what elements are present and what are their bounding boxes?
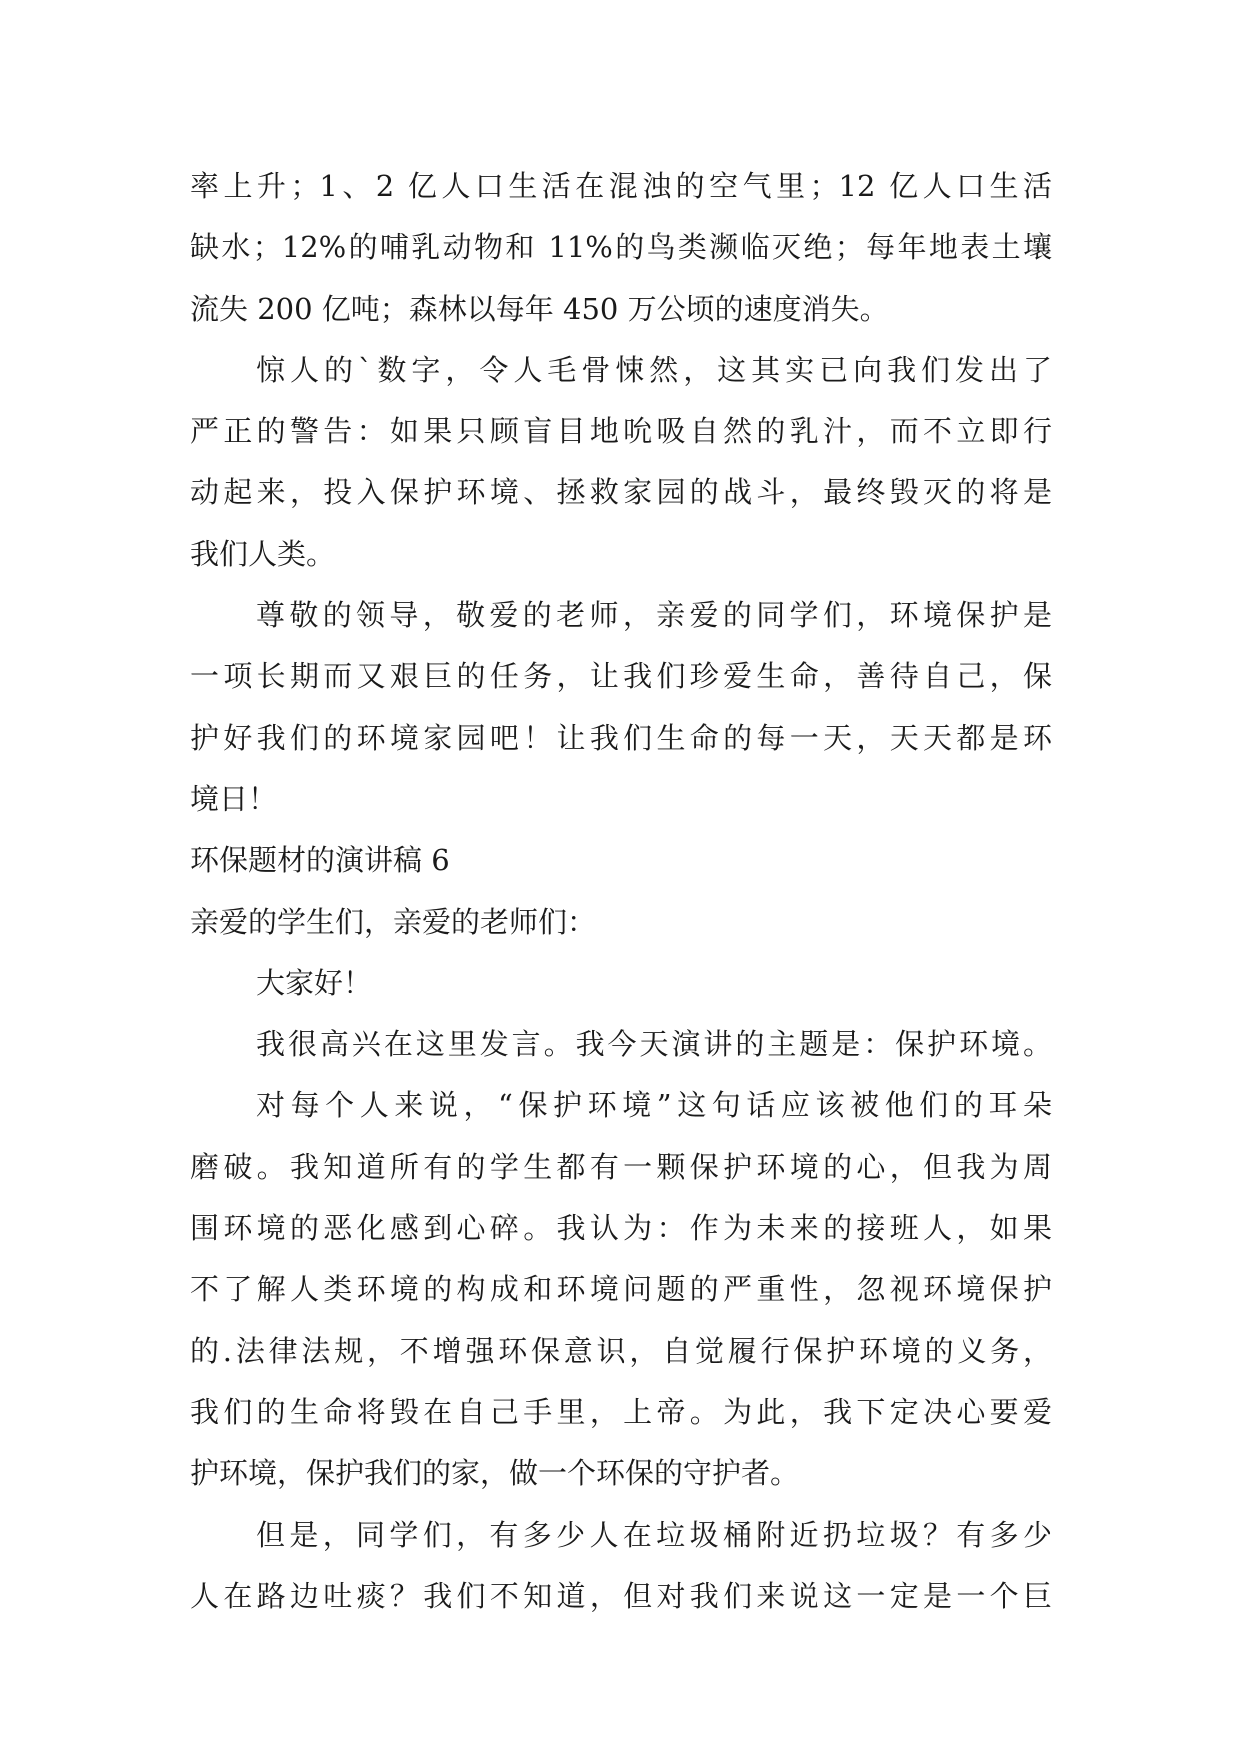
section-heading: 环保题材的演讲稿 6	[190, 843, 450, 878]
text-line: 境日！	[190, 781, 278, 816]
text-line: 不了解人类环境的构成和环境问题的严重性，忽视环境保护	[190, 1272, 1052, 1307]
salutation: 亲爱的学生们，亲爱的老师们：	[190, 904, 597, 939]
text-line: 缺水；12%的哺乳动物和 11%的鸟类濒临灭绝；每年地表土壤	[190, 230, 1052, 265]
text-line: 流失 200 亿吨；森林以每年 450 万公顷的速度消失。	[190, 291, 889, 326]
text-line: 人在路边吐痰？我们不知道，但对我们来说这一定是一个巨	[190, 1578, 1052, 1613]
paragraph-first-line: 但是，同学们，有多少人在垃圾桶附近扔垃圾？有多少	[256, 1517, 1052, 1552]
text-line: 的.法律法规，不增强环保意识，自觉履行保护环境的义务，	[190, 1333, 1052, 1368]
text-line: 护好我们的环境家园吧！让我们生命的每一天，天天都是环	[190, 720, 1052, 755]
paragraph-first-line: 对每个人来说，“保护环境”这句话应该被他们的耳朵	[256, 1088, 1052, 1123]
text-line: 护环境，保护我们的家，做一个环保的守护者。	[190, 1456, 800, 1491]
document-body	[190, 156, 1052, 1627]
text-line: 我们人类。	[190, 536, 336, 571]
text-line: 围环境的恶化感到心碎。我认为：作为未来的接班人，如果	[190, 1211, 1052, 1246]
paragraph-first-line: 惊人的`数字，令人毛骨悚然，这其实已向我们发出了	[256, 352, 1052, 387]
paragraph-first-line: 尊敬的领导，敬爱的老师，亲爱的同学们，环境保护是	[256, 598, 1052, 633]
text-line: 我们的生命将毁在自己手里，上帝。为此，我下定决心要爱	[190, 1394, 1052, 1429]
text-line: 动起来，投入保护环境、拯救家园的战斗，最终毁灭的将是	[190, 475, 1052, 510]
greeting: 大家好！	[256, 965, 373, 1000]
text-line: 一项长期而又艰巨的任务，让我们珍爱生命，善待自己，保	[190, 659, 1052, 694]
text-line: 严正的警告：如果只顾盲目地吮吸自然的乳汁，而不立即行	[190, 414, 1052, 449]
paragraph-first-line: 我很高兴在这里发言。我今天演讲的主题是：保护环境。	[256, 1027, 1052, 1062]
text-line: 磨破。我知道所有的学生都有一颗保护环境的心，但我为周	[190, 1149, 1052, 1184]
text-line: 率上升；1、2 亿人口生活在混浊的空气里；12 亿人口生活	[190, 169, 1052, 203]
